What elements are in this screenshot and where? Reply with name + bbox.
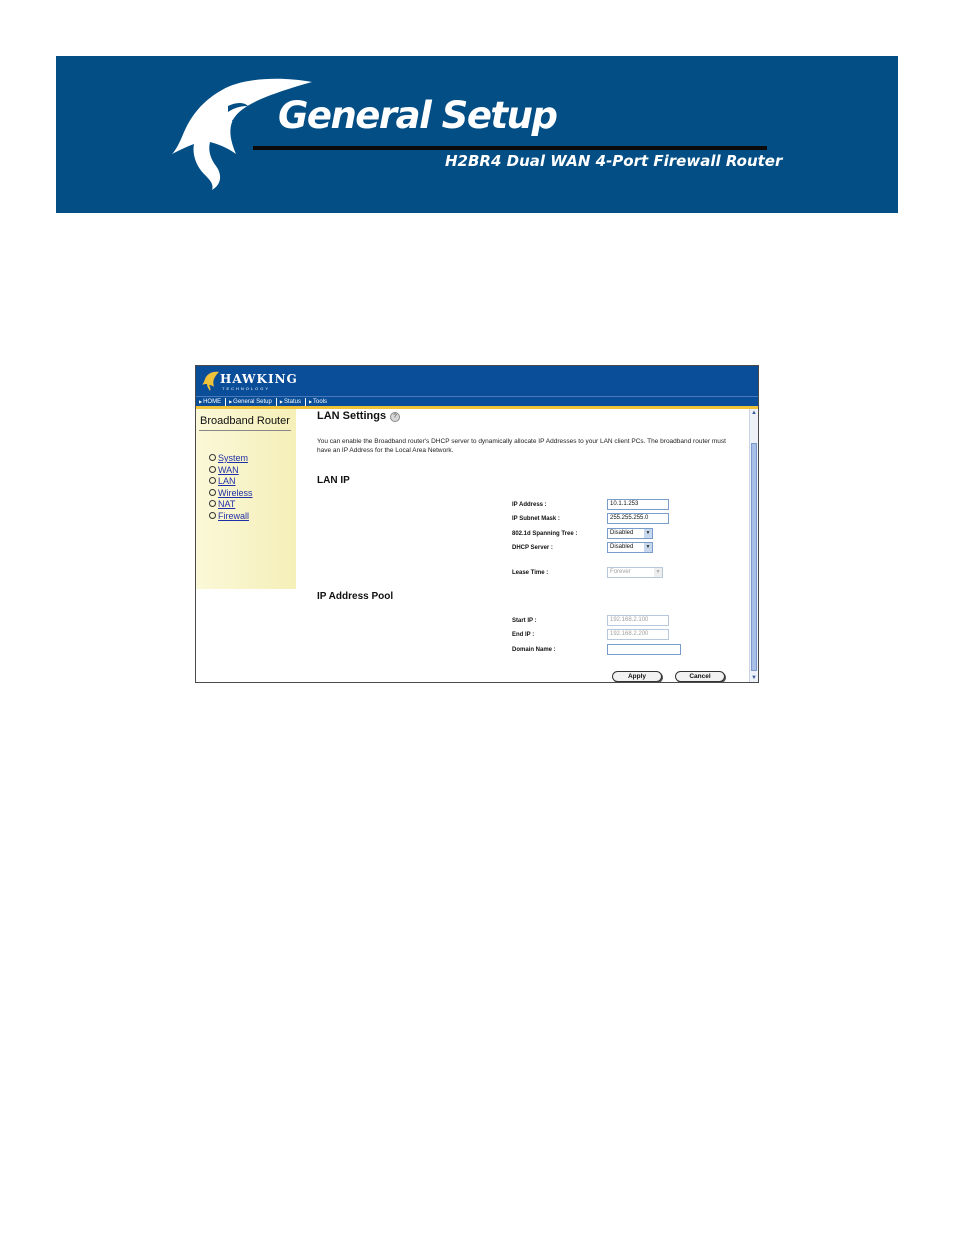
bullet-circle-icon bbox=[209, 500, 216, 507]
apply-button[interactable]: Apply bbox=[612, 671, 662, 682]
sidebar-item-wan[interactable]: WAN bbox=[209, 465, 253, 477]
vertical-scrollbar[interactable] bbox=[749, 409, 758, 682]
bullet-circle-icon bbox=[209, 454, 216, 461]
nav-arrow-icon: ▶ bbox=[229, 398, 233, 404]
nav-item-home[interactable]: ▶HOME bbox=[196, 398, 226, 406]
sidebar-item-firewall[interactable]: Firewall bbox=[209, 511, 253, 523]
nav-arrow-icon: ▶ bbox=[199, 398, 203, 404]
sidebar-divider bbox=[199, 430, 291, 431]
nav-arrow-icon: ▶ bbox=[279, 398, 283, 404]
domain-name-label: Domain Name : bbox=[512, 647, 556, 653]
router-header bbox=[196, 366, 758, 396]
domain-name-input[interactable] bbox=[607, 644, 681, 655]
bullet-circle-icon bbox=[209, 489, 216, 496]
lan-ip-heading: LAN IP bbox=[317, 475, 350, 486]
start-ip-input[interactable]: 192.168.2.100 bbox=[607, 615, 669, 626]
chevron-down-icon: ▼ bbox=[655, 569, 661, 575]
lease-time-label: Lease Time : bbox=[512, 570, 549, 576]
sidebar-item-wireless[interactable]: Wireless bbox=[209, 488, 253, 500]
title-divider bbox=[253, 146, 767, 150]
cancel-button[interactable]: Cancel bbox=[675, 671, 725, 682]
top-nav bbox=[196, 396, 758, 406]
ip-address-label: IP Address : bbox=[512, 502, 547, 508]
end-ip-label: End IP : bbox=[512, 632, 535, 638]
ip-address-input[interactable]: 10.1.1.253 bbox=[607, 499, 669, 510]
sidebar bbox=[196, 409, 296, 589]
help-icon[interactable]: ? bbox=[390, 412, 400, 422]
sidebar-title: Broadband Router bbox=[200, 415, 290, 427]
brand-subtitle: TECHNOLOGY bbox=[222, 386, 271, 391]
scroll-up-icon[interactable]: ▲ bbox=[751, 410, 757, 416]
sidebar-item-system[interactable]: System bbox=[209, 453, 253, 465]
nav-item-general-setup[interactable]: ▶General Setup bbox=[226, 398, 277, 406]
scroll-down-icon[interactable]: ▼ bbox=[751, 675, 757, 681]
brand-name: HAWKING bbox=[220, 372, 298, 386]
lan-description: You can enable the Broadband router's DHCP server to dynamically allocate IP Addresses to your LAN client PCs. The broadband router must have an IP Address for the Local Area Network. bbox=[317, 438, 726, 454]
dhcp-server-label: DHCP Server : bbox=[512, 545, 553, 551]
lease-time-select[interactable]: Forever ▼ bbox=[607, 567, 663, 578]
nav-item-status[interactable]: ▶Status bbox=[277, 398, 306, 406]
page-banner bbox=[56, 56, 898, 213]
dhcp-server-select[interactable]: Disabled ▼ bbox=[607, 542, 653, 553]
start-ip-label: Start IP : bbox=[512, 618, 537, 624]
nav-arrow-icon: ▶ bbox=[308, 398, 313, 404]
router-ui-screenshot bbox=[195, 365, 759, 683]
scrollbar-thumb[interactable] bbox=[751, 443, 757, 671]
subnet-mask-label: IP Subnet Mask : bbox=[512, 516, 560, 522]
nav-item-tools[interactable]: ▶Tools bbox=[308, 398, 328, 405]
spanning-tree-label: 802.1d Spanning Tree : bbox=[512, 531, 578, 537]
spanning-tree-select[interactable]: Disabled ▼ bbox=[607, 528, 653, 539]
chevron-down-icon: ▼ bbox=[645, 530, 651, 536]
page-title: General Setup bbox=[278, 94, 557, 137]
sidebar-item-nat[interactable]: NAT bbox=[209, 499, 253, 511]
hawk-logo-icon bbox=[202, 370, 220, 392]
sidebar-item-lan[interactable]: LAN bbox=[209, 476, 253, 488]
lan-settings-title: LAN Settings bbox=[317, 410, 387, 422]
product-subtitle: H2BR4 Dual WAN 4-Port Firewall Router bbox=[445, 152, 783, 170]
bullet-circle-icon bbox=[209, 477, 216, 484]
sidebar-menu bbox=[209, 453, 253, 522]
end-ip-input[interactable]: 192.168.2.200 bbox=[607, 629, 669, 640]
subnet-mask-input[interactable]: 255.255.255.0 bbox=[607, 513, 669, 524]
bullet-circle-icon bbox=[209, 512, 216, 519]
chevron-down-icon: ▼ bbox=[645, 544, 651, 550]
bullet-circle-icon bbox=[209, 466, 216, 473]
ip-pool-heading: IP Address Pool bbox=[317, 591, 394, 602]
